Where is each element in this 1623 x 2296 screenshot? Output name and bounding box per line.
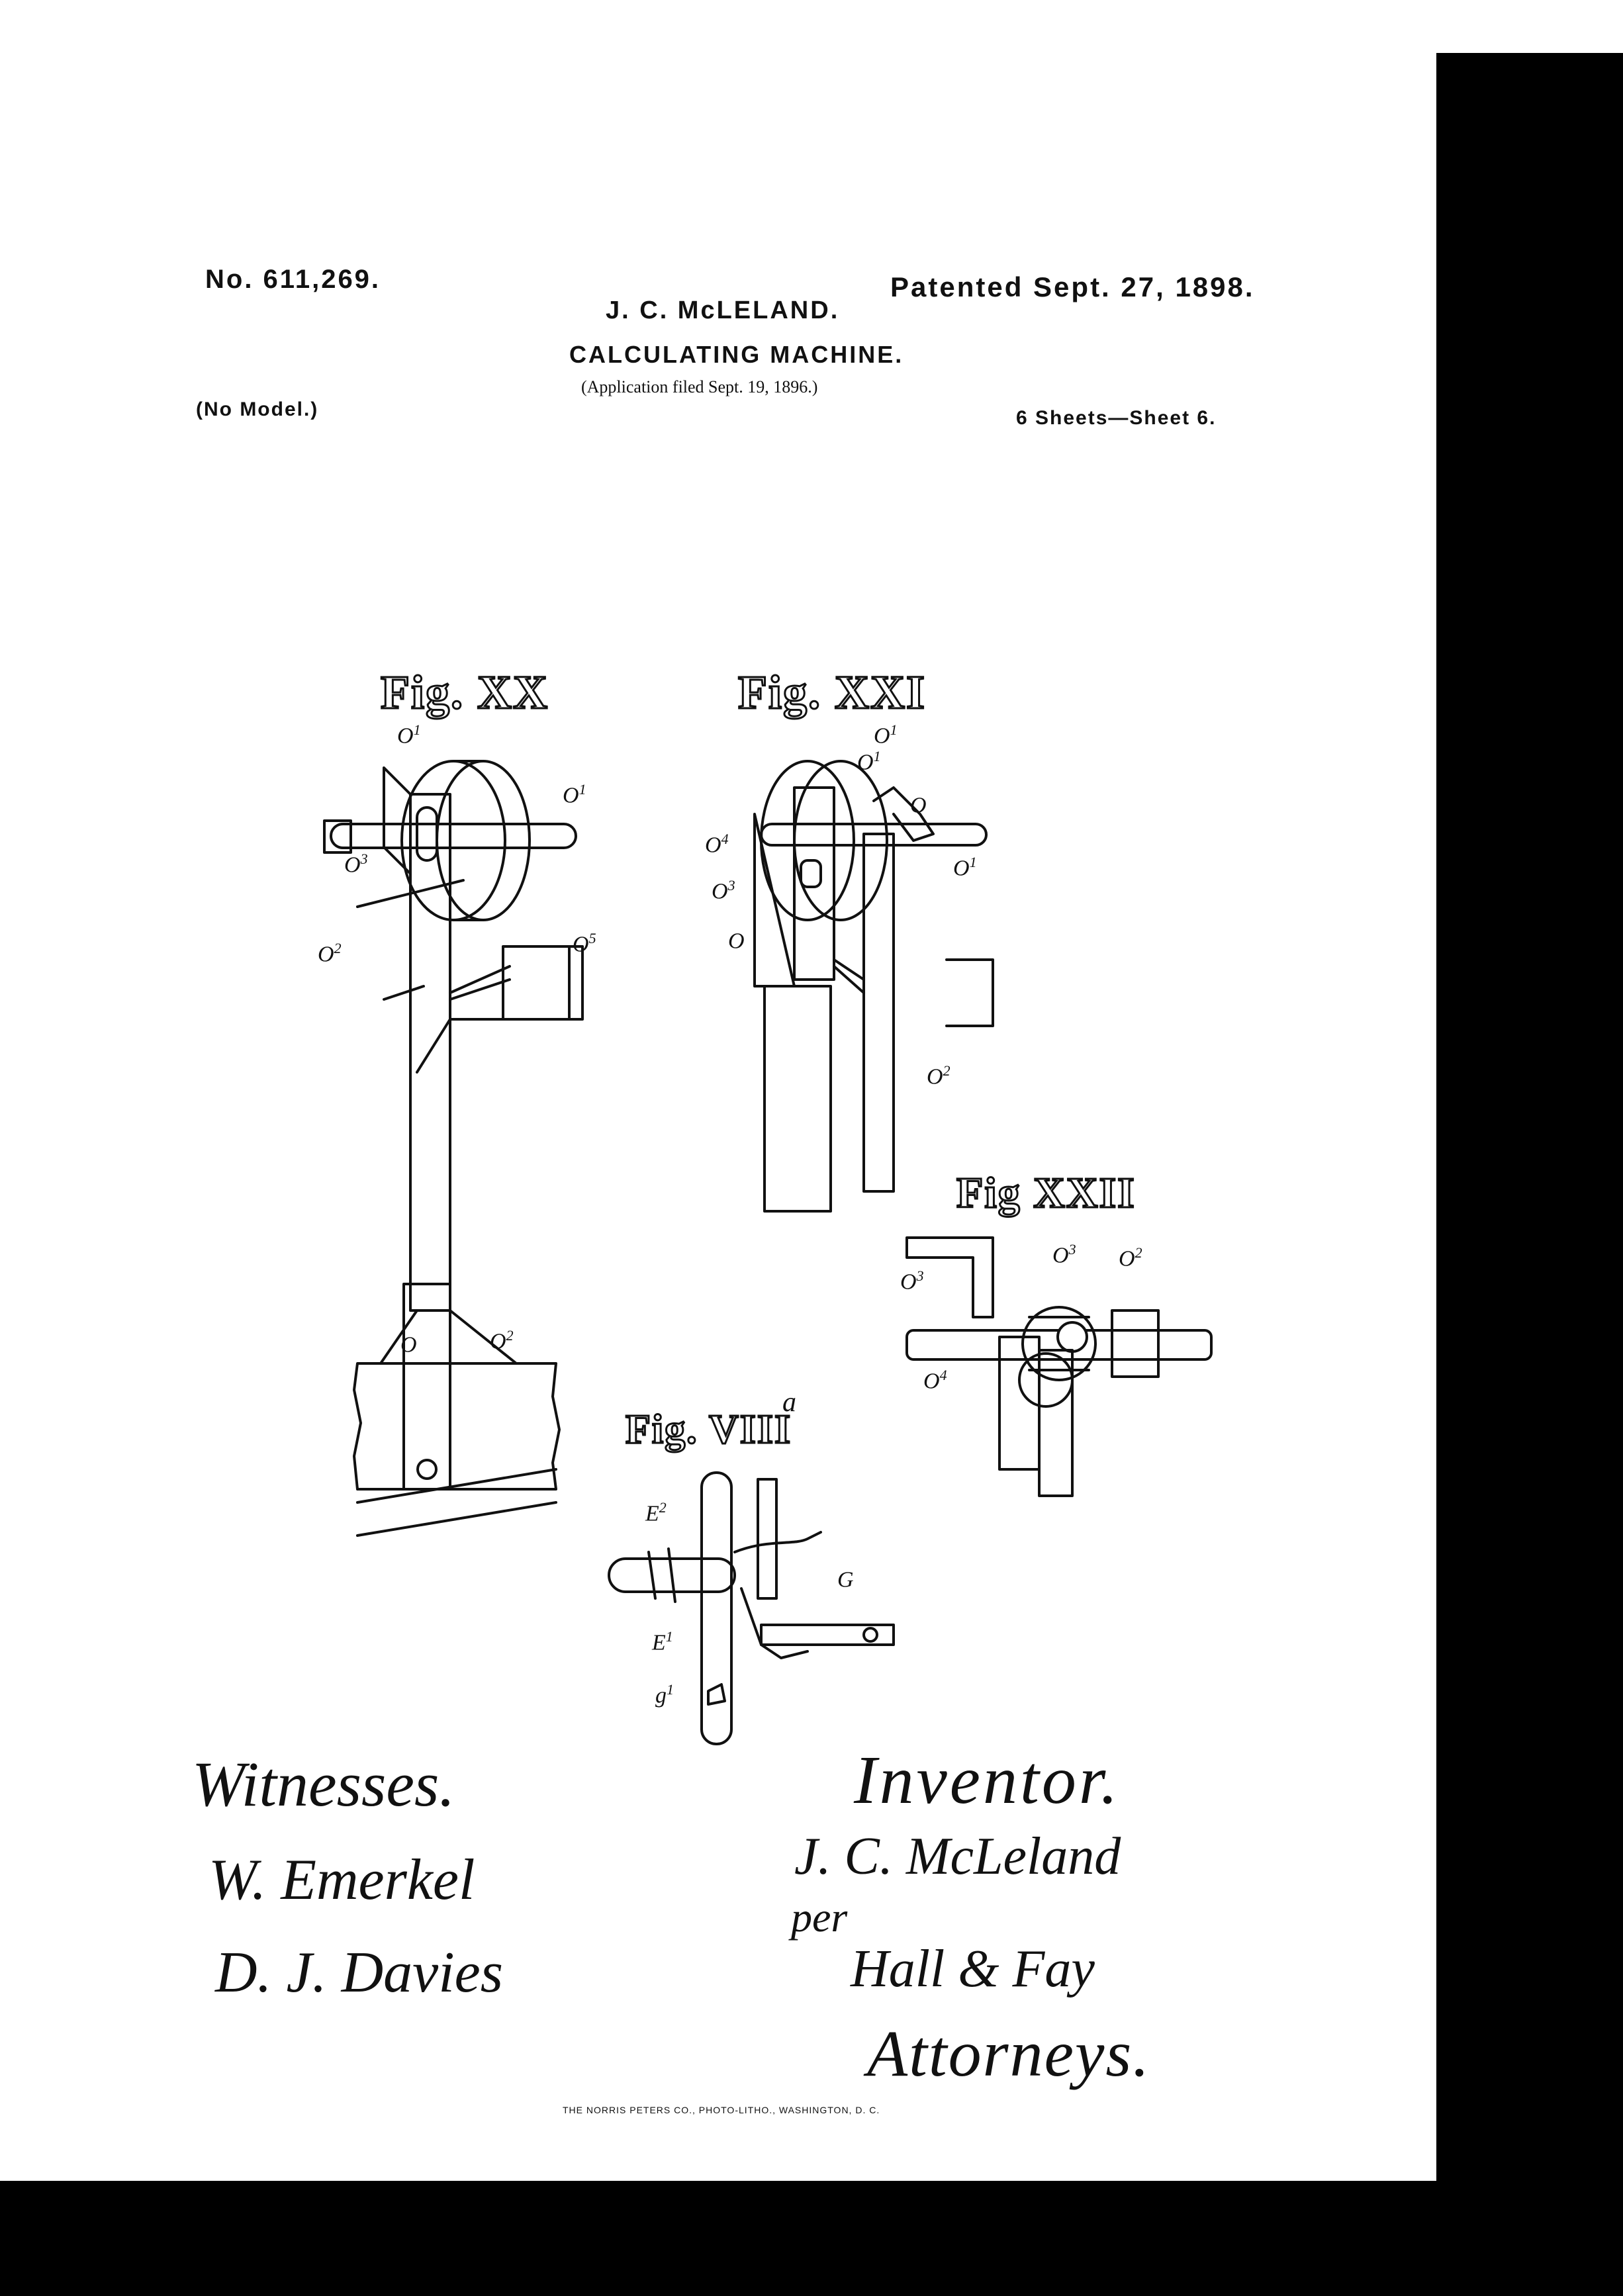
attorneys-heading: Attorneys.: [867, 2017, 1151, 2090]
invention-title: CALCULATING MACHINE.: [569, 341, 904, 368]
fig-viii-a-ref: G: [837, 1567, 854, 1592]
printer-credit: THE NORRIS PETERS CO., PHOTO-LITHO., WASHINGTON, D. C.: [563, 2105, 880, 2115]
fig-xxii-drawing: [900, 1238, 1218, 1496]
fig-viii-a-ref: $g^1$: [655, 1681, 674, 1708]
inventor-name: J. C. McLELAND.: [606, 297, 840, 324]
fig-xx-ref: $O^3$: [344, 850, 368, 878]
fig-xxi-label: Fig. XXI: [738, 666, 926, 719]
fig-xxi-ref: $O^1$: [953, 854, 977, 881]
fig-viii-a-suffix: a: [782, 1387, 796, 1418]
fig-viii-a-ref: $E^2$: [645, 1499, 667, 1526]
witness-signature-1: W. Emerkel: [209, 1848, 475, 1912]
application-filed: (Application filed Sept. 19, 1896.): [581, 377, 818, 396]
scan-border-bottom: [0, 2181, 1623, 2296]
fig-xx-label: Fig. XX: [381, 666, 549, 719]
inventor-heading: Inventor.: [854, 1742, 1121, 1818]
fig-xx-ref: $O^1$: [563, 781, 586, 808]
fig-xxii-label: Fig XXII: [956, 1169, 1136, 1217]
fig-xxii-ref: $O^3$: [900, 1267, 924, 1295]
patented-date: Patented Sept. 27, 1898.: [890, 271, 1255, 302]
fig-xxi-ref: $O^2$: [927, 1062, 951, 1089]
fig-xxi-ref: $O^3$: [712, 877, 735, 904]
patent-number: No. 611,269.: [205, 265, 381, 294]
inventor-signature: J. C. McLeland: [794, 1827, 1121, 1886]
fig-xxi-ref: $O^1$: [874, 721, 898, 749]
fig-viii-a-label: Fig. VIII: [626, 1407, 792, 1452]
fig-xx-drawing: [318, 728, 635, 1489]
fig-xxi-ref: $O^4$: [705, 831, 729, 858]
fig-xx-ref: $O^2$: [318, 940, 342, 967]
sheet-number: 6 Sheets—Sheet 6.: [1016, 407, 1217, 429]
fig-xx-ref: O: [400, 1332, 417, 1357]
witnesses-heading: Witnesses.: [192, 1749, 455, 1819]
fig-xxi-drawing: [715, 735, 993, 1211]
fig-xxii-ref: $O^4$: [923, 1367, 947, 1394]
fig-xx-ref: $O^5$: [573, 930, 596, 957]
model-note: (No Model.): [196, 398, 319, 420]
fig-xxii-ref: $O^2$: [1119, 1244, 1142, 1271]
per-label: per: [791, 1894, 848, 1941]
witness-signature-2: D. J. Davies: [215, 1941, 503, 2005]
fig-xxi-ref: $O^1$: [857, 748, 881, 775]
fig-xxi-ref: O: [728, 929, 745, 954]
fig-xx-ref: $O^2$: [490, 1327, 514, 1354]
scan-border-right: [1436, 53, 1623, 2296]
fig-viii-a-ref: $E^1$: [652, 1628, 673, 1655]
fig-xx-ref: $O^1$: [397, 721, 421, 749]
fig-xxii-ref: $O^3$: [1052, 1241, 1076, 1268]
attorney-signature: Hall & Fay: [851, 1940, 1095, 1998]
fig-xxi-ref: O: [910, 793, 927, 818]
